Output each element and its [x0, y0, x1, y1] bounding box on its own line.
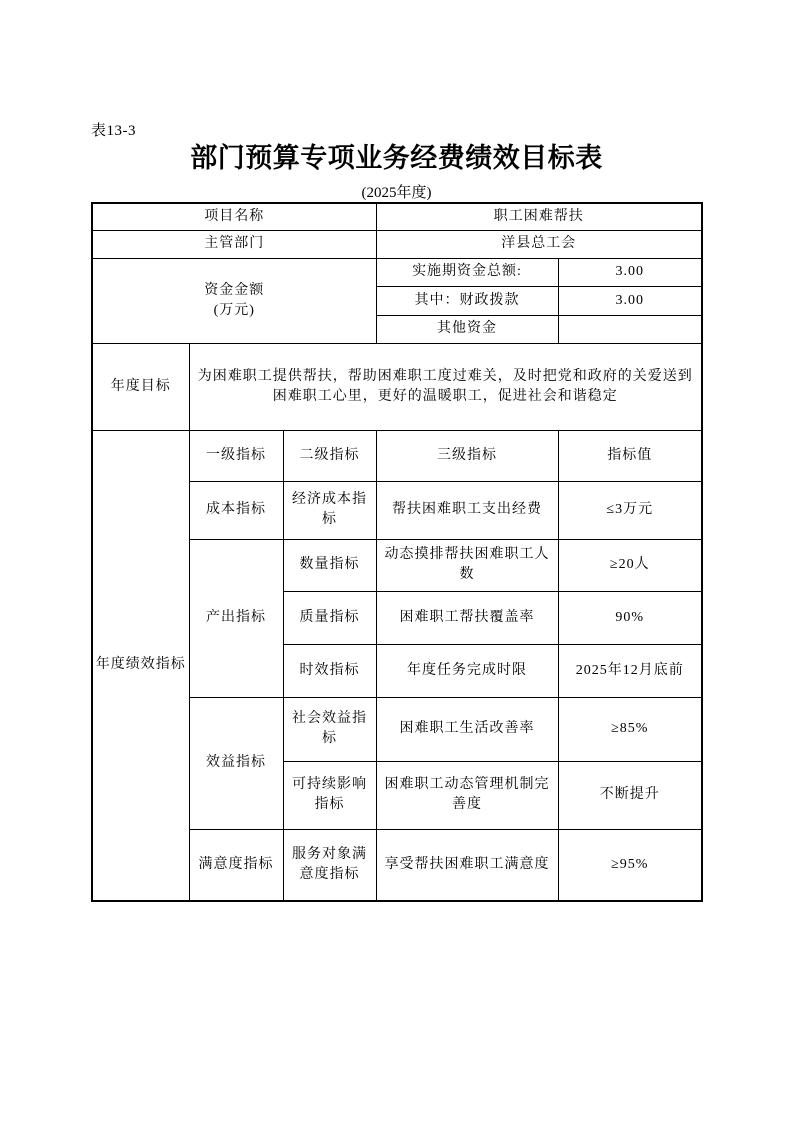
table-row [92, 258, 702, 286]
indicator-value: 不断提升 [558, 761, 702, 829]
indicator-level1: 产出指标 [189, 539, 283, 697]
table-row [92, 343, 702, 430]
project-name-label: 项目名称 [92, 203, 376, 230]
indicator-level1: 效益指标 [189, 697, 283, 829]
indicator-level3: 困难职工帮扶覆盖率 [376, 591, 558, 644]
department-value: 洋县总工会 [376, 230, 702, 258]
indicator-level2: 服务对象满意度指标 [283, 829, 376, 901]
header-value: 指标值 [558, 430, 702, 481]
indicator-value: ≤3万元 [558, 481, 702, 539]
fund-other-value [558, 315, 702, 343]
header-level1: 一级指标 [189, 430, 283, 481]
indicators-section-label: 年度绩效指标 [92, 430, 189, 901]
indicator-level1: 成本指标 [189, 481, 283, 539]
indicator-level2: 质量指标 [283, 591, 376, 644]
project-name-value: 职工困难帮扶 [376, 203, 702, 230]
fund-amount-label-line1: 资金金额 [204, 282, 265, 298]
fund-amount-label [92, 258, 376, 343]
indicator-level2: 可持续影响指标 [283, 761, 376, 829]
indicator-value: 90% [558, 591, 702, 644]
table-row [92, 430, 702, 481]
indicator-level2: 数量指标 [283, 539, 376, 591]
annual-goal-text: 为困难职工提供帮扶，帮助困难职工度过难关，及时把党和政府的关爱送到困难职工心里，更好的温暖职工，促进社会和谐稳定 [189, 343, 702, 430]
header-level3: 三级指标 [376, 430, 558, 481]
indicator-level2: 时效指标 [283, 644, 376, 697]
indicator-value: ≥85% [558, 697, 702, 761]
indicator-level3: 动态摸排帮扶困难职工人数 [376, 539, 558, 591]
header-level2: 二级指标 [283, 430, 376, 481]
indicator-value: ≥20人 [558, 539, 702, 591]
indicator-level3: 享受帮扶困难职工满意度 [376, 829, 558, 901]
department-label: 主管部门 [92, 230, 376, 258]
indicator-value: ≥95% [558, 829, 702, 901]
fund-fiscal-value: 3.00 [558, 286, 702, 315]
form-code: 表13-3 [91, 123, 136, 139]
page-title: 部门预算专项业务经费绩效目标表 [190, 143, 603, 173]
fund-total-value: 3.00 [558, 258, 702, 286]
table-row [92, 203, 702, 230]
indicator-level1: 满意度指标 [189, 829, 283, 901]
indicator-level3: 困难职工动态管理机制完善度 [376, 761, 558, 829]
fund-amount-label-line2: (万元) [213, 302, 255, 318]
indicator-level3: 年度任务完成时限 [376, 644, 558, 697]
indicator-level3: 困难职工生活改善率 [376, 697, 558, 761]
table-row [92, 230, 702, 258]
fund-fiscal-label: 其中：财政拨款 [376, 286, 558, 315]
indicator-level3: 帮扶困难职工支出经费 [376, 481, 558, 539]
page-subtitle: (2025年度) [361, 185, 432, 201]
performance-target-table [91, 202, 703, 902]
fund-total-label: 实施期资金总额: [376, 258, 558, 286]
fund-other-label: 其他资金 [376, 315, 558, 343]
indicator-level2: 经济成本指标 [283, 481, 376, 539]
indicator-level2: 社会效益指标 [283, 697, 376, 761]
indicator-value: 2025年12月底前 [558, 644, 702, 697]
annual-goal-label: 年度目标 [92, 343, 189, 430]
